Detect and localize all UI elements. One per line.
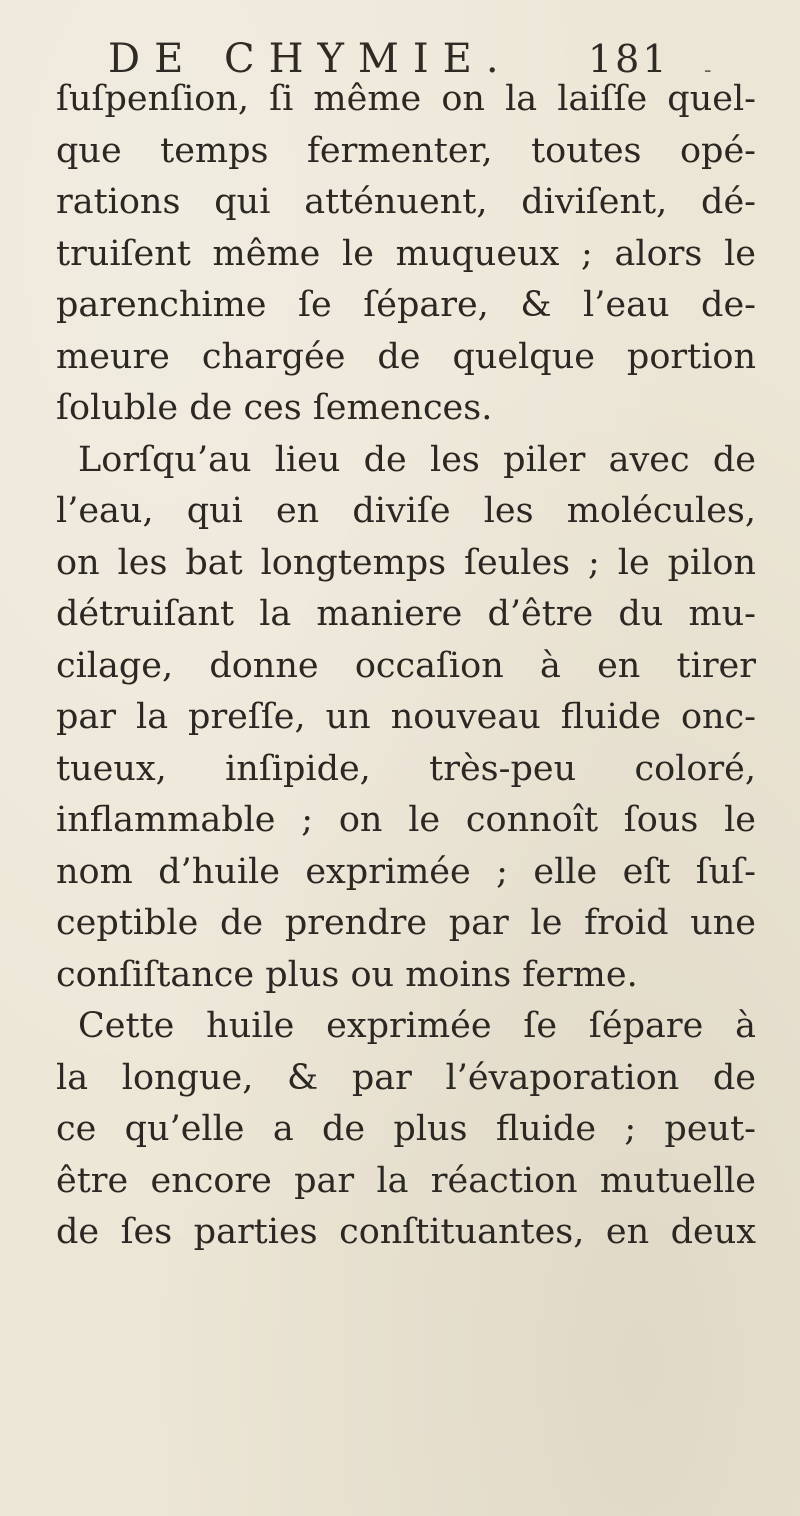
text-line: tueux, inſipide, très-peu coloré, <box>56 748 756 789</box>
text-line: inflammable ; on le connoît ſous le <box>56 800 756 840</box>
text-line: l’eau, qui en diviſe les molécules, <box>56 491 756 531</box>
text-line: on les bat longtemps ſeules ; le pilon <box>56 542 756 583</box>
paragraph-start: Lorſqu’au lieu de les piler avec de <box>78 439 756 480</box>
text-line: être encore par la réaction mutuelle <box>56 1160 756 1201</box>
body-text <box>56 74 756 1259</box>
text-line: la longue, & par l’évaporation de <box>56 1057 756 1098</box>
running-head-title: DE CHYMIE. <box>108 36 513 82</box>
text-line: meure chargée de quelque portion <box>56 336 756 377</box>
text-line: truiſent même le muqueux ; alors le <box>56 233 756 274</box>
text-line: cilage, donne occaſion à en tirer <box>56 645 756 686</box>
text-line: nom d’huile exprimée ; elle eſt ſuſ- <box>56 851 756 892</box>
page-number: 181 <box>588 37 670 81</box>
paragraph-start: Cette huile exprimée ſe ſépare à <box>78 1006 756 1046</box>
text-line: parenchime ſe ſépare, & l’eau de- <box>56 285 756 325</box>
text-line: ſoluble de ces ſemences. <box>56 388 493 428</box>
text-line: par la preſſe, un nouveau fluide onc- <box>56 697 756 737</box>
text-line: ſuſpenſion, ſi même on la laiſſe quel- <box>56 79 756 119</box>
text-line: conſiſtance plus ou moins ferme. <box>56 954 638 995</box>
text-line: ceptible de prendre par le froid une <box>56 903 756 943</box>
text-line: rations qui atténuent, diviſent, dé- <box>56 182 756 222</box>
text-line: que temps fermenter, toutes opé- <box>56 130 756 171</box>
text-line: de ſes parties conſtituantes, en deux <box>56 1212 756 1252</box>
margin-mark: - <box>704 58 712 83</box>
text-line: ce qu’elle a de plus fluide ; peut- <box>56 1109 756 1149</box>
text-line: détruiſant la maniere d’être du mu- <box>56 594 756 634</box>
